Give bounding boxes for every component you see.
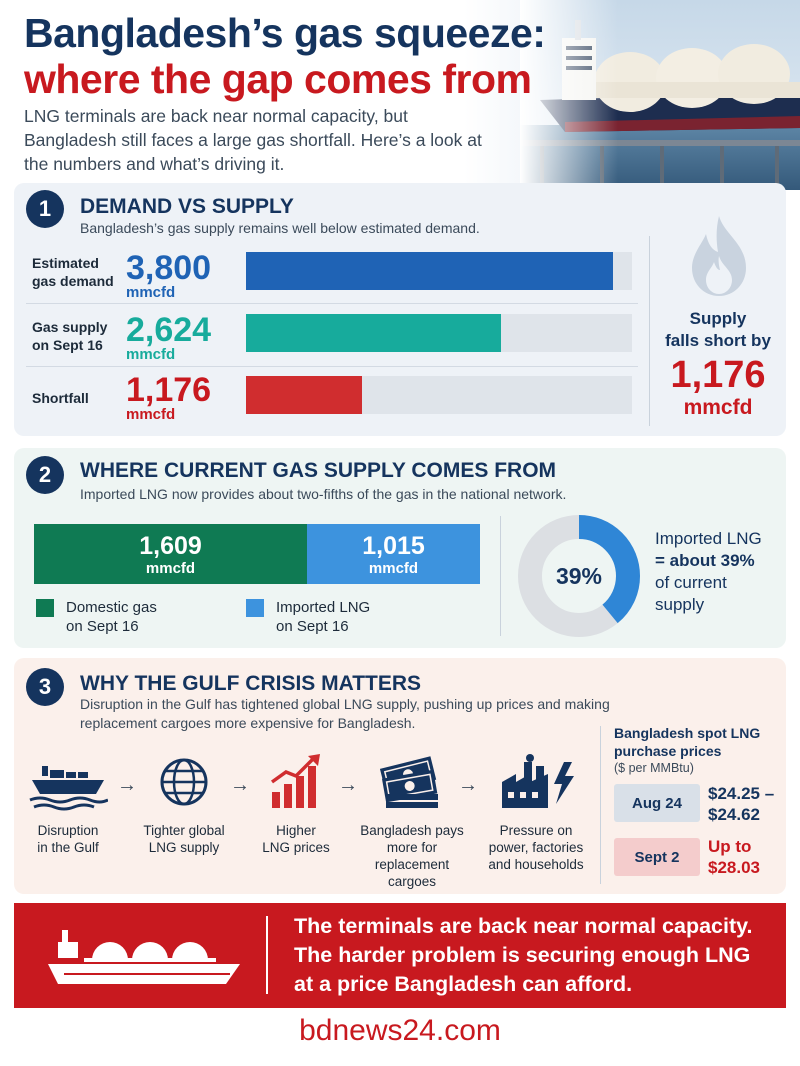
- flow-arrow: →: [458, 774, 478, 796]
- section2-vertical-divider: [500, 516, 501, 636]
- shortfall-bar-track: [246, 376, 632, 414]
- imported-legend-swatch: [246, 599, 264, 617]
- supply-value: 2,624: [126, 311, 212, 349]
- flow-label-disruption: Disruption in the Gulf: [37, 823, 99, 855]
- domestic-segment: [34, 524, 307, 584]
- section2-subtitle: Imported LNG now provides about two-fifths of the gas in the national network.: [80, 486, 567, 502]
- flow-label-prices: Higher LNG prices: [262, 823, 330, 855]
- section2-number: 2: [26, 456, 64, 494]
- shortfall-label: Shortfall: [32, 390, 89, 406]
- section3-vertical-divider: [600, 726, 601, 884]
- flow-label-supply: Tighter global LNG supply: [143, 823, 225, 855]
- section1-subtitle: Bangladesh’s gas supply remains well below estimated demand.: [80, 220, 480, 236]
- prices-title: Bangladesh spot LNG purchase prices: [614, 725, 761, 759]
- section2-title: WHERE CURRENT GAS SUPPLY COMES FROM: [80, 459, 557, 482]
- donut-percent-label: 39%: [555, 563, 603, 589]
- shortfall-highlight-value: 1,176: [670, 354, 766, 396]
- cash-icon: [374, 754, 446, 810]
- price-date-aug24: Aug 24: [614, 784, 700, 822]
- ship-icon: [28, 756, 108, 812]
- imported-value: 1,015: [362, 532, 425, 560]
- globe-icon: [158, 756, 210, 808]
- flame-icon: [688, 214, 750, 298]
- shortfall-bar: [246, 376, 362, 414]
- supply-bar-track: [246, 314, 632, 352]
- section3-title: WHY THE GULF CRISIS MATTERS: [80, 672, 422, 695]
- domestic-legend-swatch: [36, 599, 54, 617]
- flow-label-pressure: Pressure on power, factories and households: [488, 823, 584, 872]
- imported-legend: Imported LNG on Sept 16: [276, 599, 371, 635]
- demand-label: Estimated gas demand: [32, 255, 114, 289]
- demand-bar-track: [246, 252, 632, 290]
- price-value-aug24: $24.25 – $24.62: [708, 784, 775, 824]
- prices-unit: ($ per MMBtu): [614, 761, 694, 775]
- domestic-unit: mmcfd: [145, 560, 196, 577]
- supply-bar: [246, 314, 501, 352]
- demand-figure: [126, 251, 211, 301]
- domestic-value: 1,609: [139, 532, 202, 560]
- page-title-line2: where the gap comes from: [24, 56, 532, 102]
- domestic-legend: Domestic gas on Sept 16: [66, 599, 157, 635]
- banner-divider: [266, 916, 268, 994]
- imported-unit: mmcfd: [368, 560, 419, 577]
- conclusion-text: The terminals are back near normal capacity. The harder problem is securing enough LNG at a price Bangladesh can afford.: [294, 914, 753, 996]
- shortfall-highlight-unit: mmcfd: [683, 396, 753, 419]
- supply-label: Gas supply on Sept 16: [32, 319, 108, 353]
- demand-unit: mmcfd: [126, 284, 176, 301]
- section1-title: DEMAND VS SUPPLY: [80, 195, 294, 218]
- flow-label-cargoes: Bangladesh pays more for replacement cargoes: [360, 823, 464, 889]
- shortfall-caption: Supply falls short by: [665, 309, 771, 350]
- demand-value: 3,800: [126, 249, 212, 287]
- rising-chart-icon: [268, 752, 324, 810]
- demand-bar: [246, 252, 613, 290]
- brand-logo-text: bdnews24.com: [299, 1014, 501, 1047]
- imported-segment: [307, 524, 480, 584]
- price-date-sept2: Sept 2: [614, 838, 700, 876]
- flow-arrow: →: [230, 774, 250, 796]
- shortfall-figure: [126, 373, 211, 423]
- lng-tanker-photo: [520, 0, 800, 190]
- flow-arrow: →: [338, 774, 358, 796]
- supply-unit: mmcfd: [126, 346, 176, 363]
- section1-number: 1: [26, 190, 64, 228]
- row-divider: [26, 366, 638, 367]
- section3-subtitle: Disruption in the Gulf has tightened global LNG supply, pushing up prices and making replacement cargoes more expensive for Bangladesh.: [80, 696, 610, 731]
- shortfall-unit: mmcfd: [126, 406, 176, 423]
- intro-text: LNG terminals are back near normal capacity, but Bangladesh still faces a large gas shortfall. Here’s a look at the numbers and what’s driving it.: [24, 106, 482, 174]
- row-divider: [26, 303, 638, 304]
- flow-arrow: →: [117, 774, 137, 796]
- section3-number: 3: [26, 668, 64, 706]
- lng-tanker-icon: [44, 920, 244, 992]
- donut-caption: Imported LNG = about 39% of current supply: [655, 529, 762, 614]
- factory-power-icon: [498, 752, 580, 810]
- shortfall-value: 1,176: [126, 371, 212, 409]
- page-title-line1: Bangladesh’s gas squeeze:: [24, 10, 546, 56]
- supply-figure: [126, 313, 211, 363]
- price-value-sept2: Up to $28.03: [708, 837, 760, 877]
- supply-stacked-bar: [34, 524, 480, 584]
